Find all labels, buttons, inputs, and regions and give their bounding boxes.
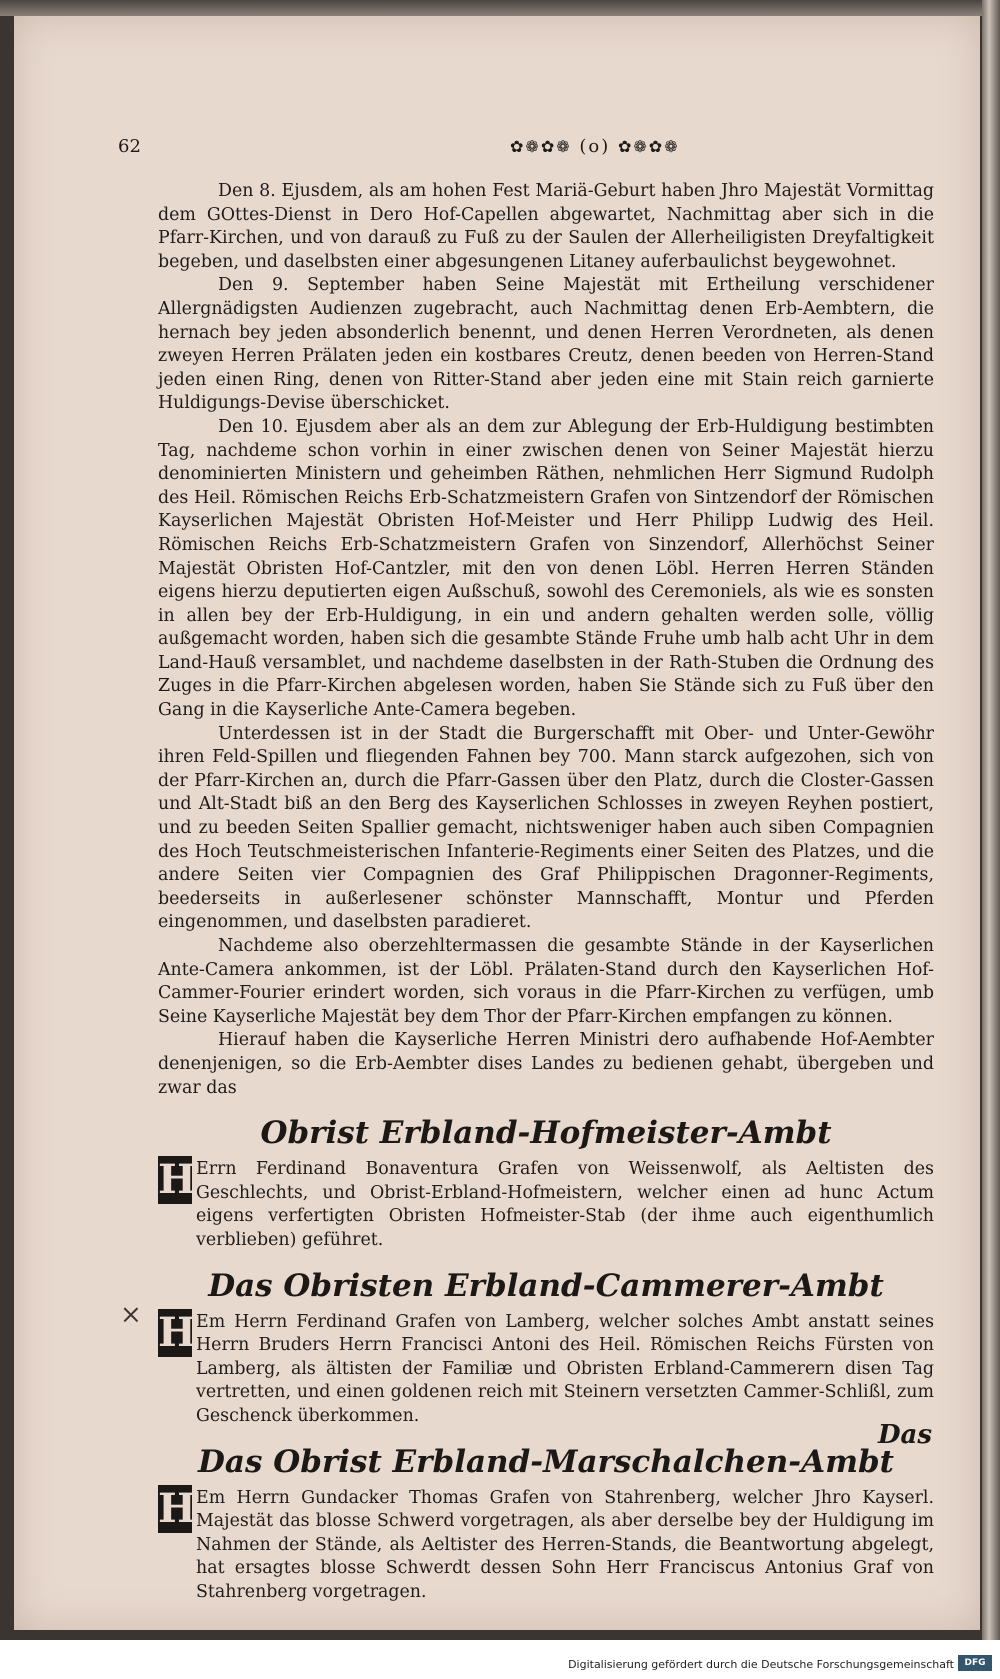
- running-head-text: (o): [579, 136, 611, 157]
- page-edge-top: [0, 0, 982, 16]
- section-heading-hofmeister: Obrist Erbland-Hofmeister-Ambt: [260, 1115, 832, 1152]
- section-text-hofmeister: [158, 1158, 934, 1252]
- dfg-logo-icon: DFG: [958, 1655, 992, 1671]
- ornament-right: ✿❁✿❁: [617, 137, 680, 156]
- page-header: [118, 136, 900, 166]
- section-body: Em Herrn Gundacker Thomas Grafen von Stahrenberg, welcher Jhro Kayserl. Majestät das blosse Schwerd vorgetragen, als aber derselbe bey der Huldigung im Nahmen der Stände, als Aeltister des Herren-Stands, die Beantwortung abgelegt, hat ersagtes blosse Schwerdt dessen Sohn Herr Franciscus Antonius Graf von Stahrenberg vorgetragen.: [196, 1487, 934, 1602]
- section-heading-cammerer: Das Obristen Erbland-Cammerer-Ambt: [208, 1267, 884, 1304]
- section-text-marschalch: [158, 1484, 934, 1605]
- section-body: Errn Ferdinand Bonaventura Grafen von Weissenwolf, als Aeltisten des Geschlechts, und Obrist-Erbland-Hofmeistern, welcher einen ad hunc Actum eigens verfertigten Obristen Hofmeister-Stab (der ihme auch eigenthumlich verblieben) geführet.: [196, 1159, 934, 1250]
- paragraph-1: Den 8. Ejusdem, als am hohen Fest Mariä-Geburt haben Jhro Majestät Vormittag dem GOttes-Dienst in Dero Hof-Capellen abgewartet, Nachmittag aber sich in die Pfarr-Kirchen, und von darauß zu Fuß zu der Saulen der Allerheiligisten Dreyfaltigkeit begeben, und daselbsten einer abgesungenen Litaney auferbaulichst beygewohnet.: [158, 181, 934, 272]
- section-text-cammerer: [158, 1308, 934, 1429]
- paragraph-5: Nachdeme also oberzehltermassen die gesambte Stände in der Kayserlichen Ante-Camera ankommen, ist der Löbl. Prälaten-Stand durch den Kayserlichen Hof-Cammer-Fourier erindert worden, sich voraus in die Pfarr-Kirchen zu verfügen, umb Seine Kayserliche Majestät bey dem Thor der Pfarr-Kirchen empfangen zu können.: [158, 936, 934, 1027]
- footer-funding-text: Digitalisierung gefördert durch die Deutsche Forschungsgemeinschaft: [568, 1658, 954, 1671]
- book-binding: [982, 0, 1000, 1640]
- main-text: [158, 180, 934, 1604]
- paragraph-4: Unterdessen ist in der Stadt die Burgerschafft mit Ober- und Unter-Gewöhr ihren Feld-Spillen und fliegenden Fahnen bey 700. Mann starck aufgezohen, sich von der Pfarr-Kirchen an, durch die Pfarr-Gassen über den Platz, durch die Closter-Gassen und Alt-Stadt biß an den Berg des Kayserlichen Schlosses in zweyen Reyhen postiert, und zu beeden Seiten Spallier gemacht, nichtsweniger haben auch siben Compagnien des Hoch Teutschmeisterischen Infanterie-Regiments einer Seiten des Platzes, und die andere Seiten vier Compagnien des Graf Philippischen Dragonner-Regiments, beederseits in außerlesener schönster Mannschafft, Montur und Pferden eingenommen, und daselbsten paradieret.: [158, 723, 934, 933]
- paragraph-2: Den 9. September haben Seine Majestät mit Ertheilung verschidener Allergnädigsten Audienzen zugebracht, auch Nachmittag denen Erb-Aembtern, die hernach bey jeden absonderlich benennt, und denen Herren Verordneten, als denen zweyen Herren Prälaten jeden ein kostbares Creutz, denen beeden von Herren-Stand jeden einen Ring, denen von Ritter-Stand aber jeden eine mit Stain reich garnierte Huldigungs-Devise überschicket.: [158, 275, 934, 414]
- paragraph-6: Hierauf haben die Kayserliche Herren Ministri dero aufhabende Hof-Aembter denenjenigen, so die Erb-Aembter dises Landes zu bedienen gehabt, übergeben und zwar das: [158, 1030, 934, 1098]
- page-number: 62: [118, 136, 141, 157]
- footer-bar: [0, 1640, 1000, 1679]
- section-heading-marschalch: Das Obrist Erbland-Marschalchen-Ambt: [197, 1443, 894, 1480]
- drop-cap-initial: H: [158, 1156, 196, 1204]
- drop-cap-initial: H: [158, 1308, 196, 1356]
- margin-annotation-mark: ×: [120, 1300, 142, 1330]
- catchword: Das: [878, 1420, 933, 1450]
- paragraph-3: Den 10. Ejusdem aber als an dem zur Ablegung der Erb-Huldigung bestimbten Tag, nachdeme schon vorhin in einer zwischen denen von Seiner Majestät hierzu denominierten Ministern und geheimben Räthen, nehmlichen Herr Sigmund Rudolph des Heil. Römischen Reichs Erb-Schatzmeistern Grafen von Sintzendorf der Römischen Kayserlichen Majestät Obristen Hof-Meister und Herr Philipp Ludwig des Heil. Römischen Reichs Erb-Schatzmeistern Grafen von Sinzendorf, Allerhöchst Seiner Majestät Obristen Hof-Cantzler, mit den von denen Löbl. Herren Herren Ständen eigens hierzu deputierten eigen Außschuß, sowohl des Ceremoniels, als wie es sonsten in allen bey der Erb-Huldigung, in ein und andern gehalten werden solle, völlig außgemacht worden, haben sich die gesambte Stände Fruhe umb halb acht Uhr in dem Land-Hauß versamblet, und nachdeme daselbsten in der Rath-Stuben die Ordnung des Zuges in die Pfarr-Kirchen abgelesen worden, haben Sie Stände sich zu Fuß über den Gang in die Kayserliche Ante-Camera begeben.: [158, 416, 934, 721]
- drop-cap-initial: H: [158, 1484, 196, 1532]
- ornament-left: ✿❁✿❁: [510, 137, 572, 156]
- section-body: Em Herrn Ferdinand Grafen von Lamberg, welcher solches Ambt anstatt seines Herrn Bruders Herrn Francisci Antoni des Heil. Römischen Reichs Fürsten von Lamberg, als ältisten der Familiæ und Obristen Erbland-Cammerern disen Tag vertretten, und einen goldenen reich mit Steinern versetzten Cammer-Schlißl, zum Geschenck überkommen.: [196, 1311, 934, 1426]
- running-head: [510, 136, 680, 157]
